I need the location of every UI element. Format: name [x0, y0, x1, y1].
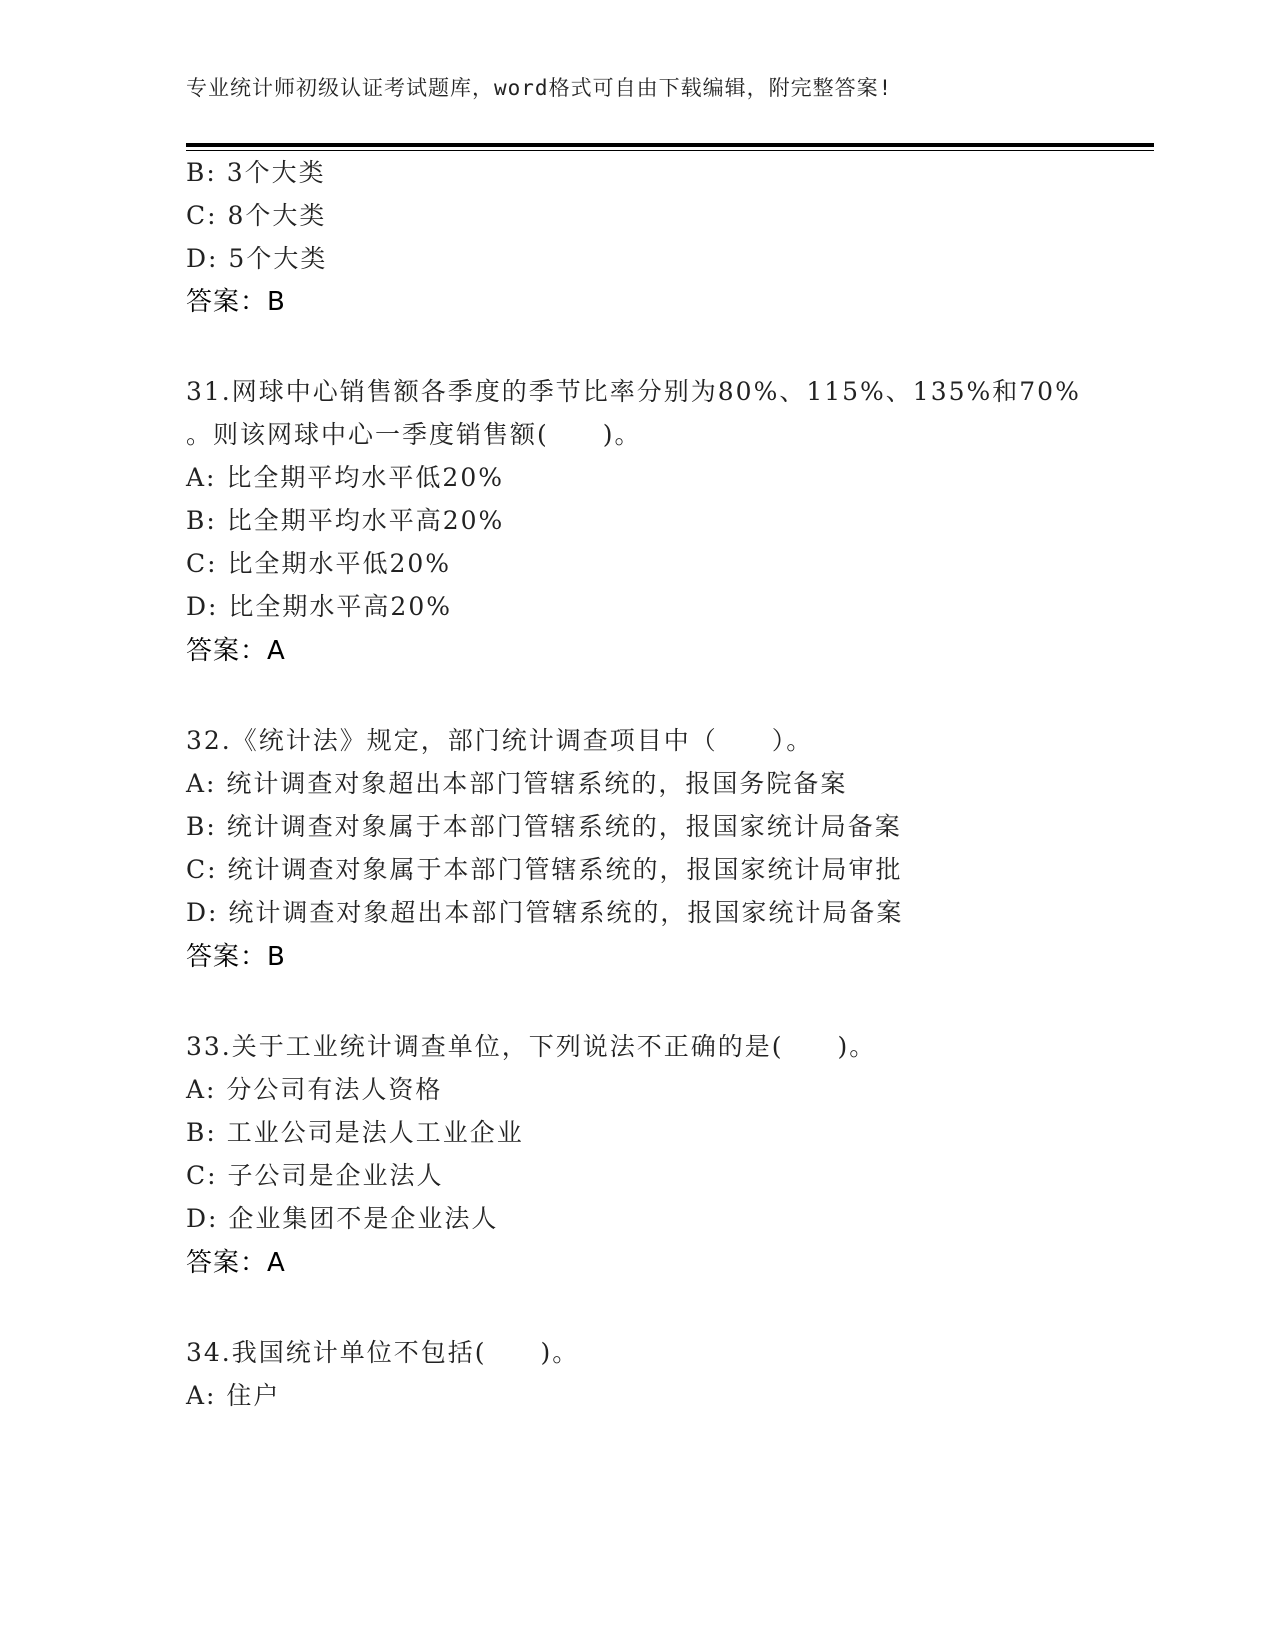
answer-line: 答案：B [186, 942, 286, 972]
header-title: 专业统计师初级认证考试题库，word格式可自由下载编辑，附完整答案! [186, 76, 893, 100]
question-line: 32.《统计法》规定，部门统计调查项目中（ ）。 [186, 726, 814, 755]
option-line: B: 工业公司是法人工业企业 [186, 1118, 524, 1147]
question-line: 33.关于工业统计调查单位，下列说法不正确的是( )。 [186, 1032, 877, 1061]
header-rule-thin [186, 150, 1154, 151]
question-line: 31.网球中心销售额各季度的季节比率分别为80%、115%、135%和70% [186, 377, 1081, 406]
answer-line: 答案：A [186, 636, 286, 666]
option-line: D: 5个大类 [186, 244, 328, 273]
option-line: A: 住户 [186, 1381, 281, 1410]
option-line: B: 比全期平均水平高20% [186, 506, 505, 535]
option-line: B: 3个大类 [186, 158, 326, 187]
option-line: A: 统计调查对象超出本部门管辖系统的，报国务院备案 [186, 769, 848, 798]
question-line: 34.我国统计单位不包括( )。 [186, 1338, 580, 1367]
option-line: A: 分公司有法人资格 [186, 1075, 443, 1104]
option-line: A: 比全期平均水平低20% [186, 463, 504, 492]
option-line: B: 统计调查对象属于本部门管辖系统的，报国家统计局备案 [186, 812, 902, 841]
option-line: D: 比全期水平高20% [186, 592, 452, 621]
option-line: C: 8个大类 [186, 201, 327, 230]
option-line: D: 统计调查对象超出本部门管辖系统的，报国家统计局备案 [186, 898, 904, 927]
header-rule-thick [186, 143, 1154, 147]
option-line: C: 统计调查对象属于本部门管辖系统的，报国家统计局审批 [186, 855, 903, 884]
question-line: 。则该网球中心一季度销售额( )。 [186, 420, 642, 449]
option-line: C: 子公司是企业法人 [186, 1161, 444, 1190]
option-line: D: 企业集团不是企业法人 [186, 1204, 499, 1233]
answer-line: 答案：A [186, 1248, 286, 1278]
option-line: C: 比全期水平低20% [186, 549, 452, 578]
answer-line: 答案：B [186, 287, 286, 317]
